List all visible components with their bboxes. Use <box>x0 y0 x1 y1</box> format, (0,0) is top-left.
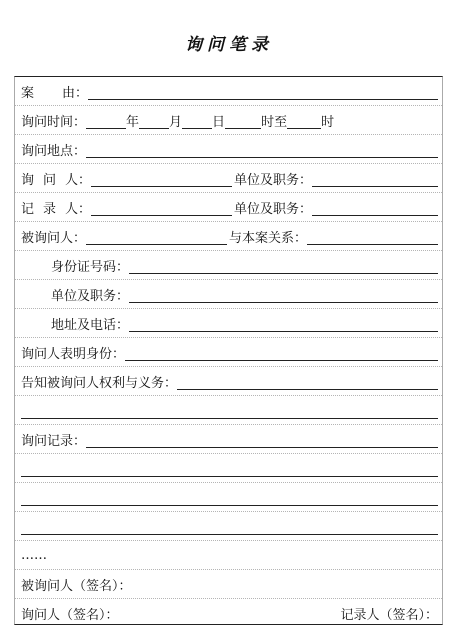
rights-continuation-row <box>15 396 442 425</box>
relation-label: 与本案关系： <box>229 230 308 246</box>
record-form <box>14 76 443 625</box>
day-label: 日 <box>212 114 226 130</box>
interviewee-sign-row <box>15 570 442 599</box>
year-label: 年 <box>126 114 140 130</box>
interviewer-label-a: 询 <box>21 172 35 188</box>
hour-to-label: 时至 <box>261 114 288 130</box>
case-reason-field[interactable] <box>88 83 438 100</box>
interviewee-field[interactable] <box>86 228 227 245</box>
record-line-field[interactable] <box>21 518 438 535</box>
identity-field[interactable] <box>125 344 438 361</box>
ellipsis-text: …… <box>21 547 47 563</box>
time-row <box>15 106 442 135</box>
sign-row <box>15 599 442 628</box>
interviewee-unit-field[interactable] <box>129 286 438 303</box>
location-row <box>15 135 442 164</box>
year-field[interactable] <box>86 112 126 129</box>
location-label: 询问地点： <box>21 143 87 159</box>
relation-field[interactable] <box>307 228 438 245</box>
record-line-row <box>15 483 442 512</box>
interviewer-row <box>15 164 442 193</box>
identity-row <box>15 338 442 367</box>
recorder-field[interactable] <box>91 199 232 216</box>
interviewer-sign-label: 询问人（签名）： <box>21 608 119 623</box>
record-line-field[interactable] <box>21 460 438 477</box>
recorder-label-b: 录 <box>43 201 57 217</box>
address-label: 地址及电话： <box>51 317 130 333</box>
interviewee-label: 被询问人： <box>21 230 87 246</box>
record-field[interactable] <box>86 431 438 448</box>
record-line-field[interactable] <box>21 489 438 506</box>
recorder-unit-label: 单位及职务： <box>234 201 313 217</box>
interviewer-label-c: 人： <box>65 172 92 188</box>
month-field[interactable] <box>139 112 169 129</box>
record-label: 询问记录： <box>21 433 87 449</box>
address-row <box>15 309 442 338</box>
day-field[interactable] <box>182 112 212 129</box>
hour-label: 时 <box>321 114 335 130</box>
interviewee-row <box>15 222 442 251</box>
rights-row <box>15 367 442 396</box>
id-number-label: 身份证号码： <box>51 259 130 275</box>
time-label: 询问时间： <box>21 114 87 130</box>
recorder-sign-label: 记录人（签名）： <box>340 608 438 623</box>
rights-field[interactable] <box>177 373 438 390</box>
location-field[interactable] <box>86 141 438 158</box>
rights-label: 告知被询问人权利与义务： <box>21 375 178 391</box>
case-reason-label-b: 由： <box>62 85 89 101</box>
interviewer-unit-label: 单位及职务： <box>234 172 313 188</box>
id-number-row <box>15 251 442 280</box>
start-hour-field[interactable] <box>225 112 261 129</box>
record-line-row <box>15 512 442 541</box>
recorder-label-a: 记 <box>21 201 35 217</box>
document-title: 询问笔录 <box>185 35 273 55</box>
case-reason-row <box>15 77 442 106</box>
interviewee-sign-label: 被询问人（签名）： <box>21 578 132 594</box>
address-field[interactable] <box>129 315 438 332</box>
rights-continuation-field[interactable] <box>21 402 438 419</box>
id-number-field[interactable] <box>129 257 438 274</box>
record-line-row <box>15 454 442 483</box>
ellipsis-row <box>15 541 442 570</box>
recorder-row <box>15 193 442 222</box>
interviewee-unit-row <box>15 280 442 309</box>
recorder-label-c: 人： <box>65 201 92 217</box>
interviewee-unit-label: 单位及职务： <box>51 288 130 304</box>
record-row <box>15 425 442 454</box>
identity-label: 询问人表明身份： <box>21 346 126 362</box>
interviewer-field[interactable] <box>91 170 232 187</box>
case-reason-label-a: 案 <box>21 85 35 101</box>
end-hour-field[interactable] <box>287 112 321 129</box>
month-label: 月 <box>169 114 183 130</box>
interviewer-unit-field[interactable] <box>312 170 438 187</box>
interviewer-label-b: 问 <box>43 172 57 188</box>
recorder-unit-field[interactable] <box>312 199 438 216</box>
